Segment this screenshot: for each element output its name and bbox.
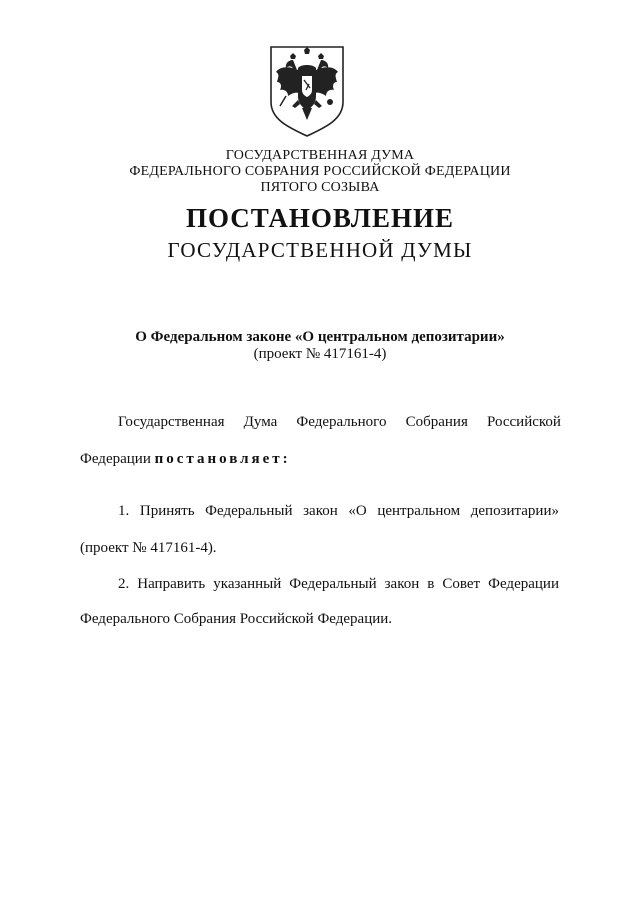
item1-line1 <box>118 503 559 520</box>
document-title: ПОСТАНОВЛЕНИЕ <box>185 203 455 233</box>
intro-word: Дума <box>243 414 278 430</box>
item2-line1 <box>118 576 559 593</box>
item2-word: 2. <box>118 576 130 592</box>
intro-line1 <box>118 414 561 431</box>
intro-line2 <box>80 451 291 468</box>
item2-word: Совет <box>442 576 481 592</box>
intro-word: Федерального <box>296 414 387 430</box>
document-subtitle: ГОСУДАРСТВЕННОЙ ДУМЫ <box>167 238 473 262</box>
double-headed-eagle-icon <box>268 44 346 138</box>
item2-word: Направить <box>137 576 206 592</box>
org-name-line1: ГОСУДАРСТВЕННАЯ ДУМА <box>225 148 415 163</box>
intro-word: Государственная <box>118 414 225 430</box>
item1-word: Принять <box>139 503 195 519</box>
intro-word: Собрания <box>405 414 468 430</box>
item2-word: указанный <box>213 576 282 592</box>
item1-word: «О <box>348 503 367 519</box>
item1-line2: (проект № 417161-4). <box>80 540 217 556</box>
convocation-line: ПЯТОГО СОЗЫВА <box>260 180 380 195</box>
coat-of-arms-emblem <box>268 44 346 138</box>
document-subject: О Федеральном законе «О центральном депозитарии» <box>135 329 505 345</box>
item2-word: закон <box>384 576 420 592</box>
project-number: (проект № 417161-4) <box>253 346 387 362</box>
item1-word: депозитарии» <box>470 503 559 519</box>
org-name-line2: ФЕДЕРАЛЬНОГО СОБРАНИЯ РОССИЙСКОЙ ФЕДЕРАЦИИ <box>129 164 511 179</box>
item2-word: Федеральный <box>289 576 377 592</box>
item1-word: Федеральный <box>205 503 293 519</box>
item1-word: 1. <box>118 503 130 519</box>
item2-line2: Федерального Собрания Российской Федерации. <box>80 611 393 627</box>
intro-word: Федерации <box>80 451 151 467</box>
item1-word: закон <box>303 503 338 519</box>
intro-word: Российской <box>487 414 561 430</box>
item2-word: в <box>427 576 435 592</box>
resolves-word: постановляет: <box>154 451 291 467</box>
item2-word: Федерации <box>488 576 559 592</box>
item1-word: центральном <box>377 503 461 519</box>
